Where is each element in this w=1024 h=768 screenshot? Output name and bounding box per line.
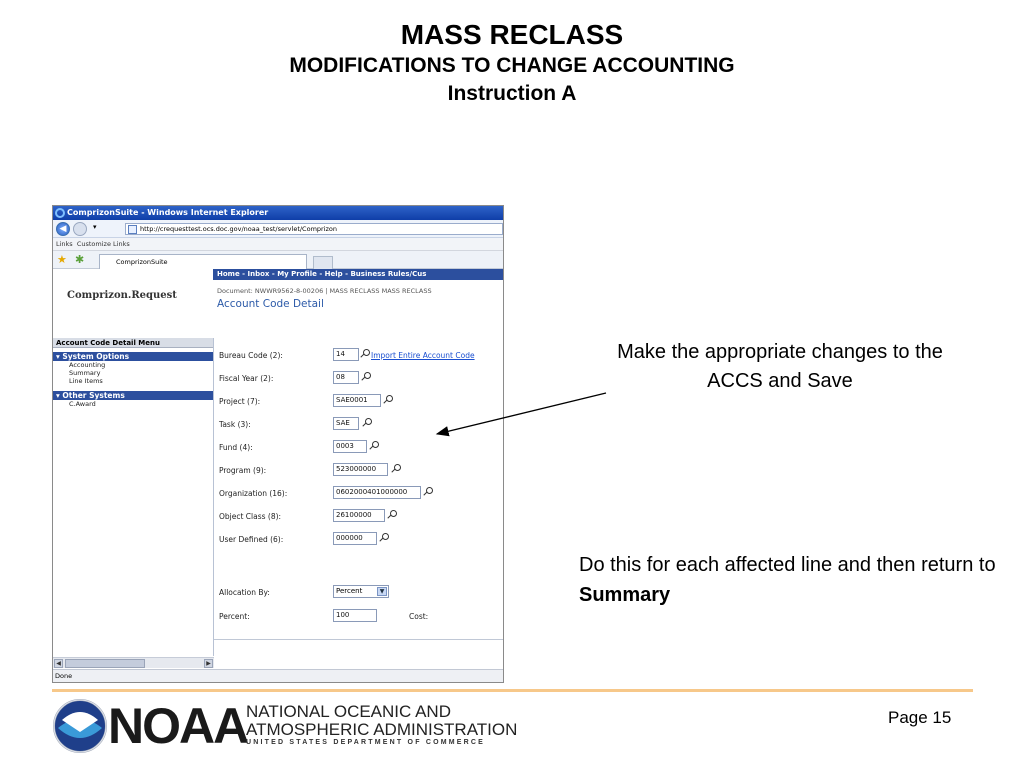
field-label: Percent: xyxy=(219,612,250,621)
slide-title: MASS RECLASS xyxy=(400,19,624,50)
page-number: Page 15 xyxy=(888,708,952,727)
history-dropdown-icon[interactable]: ▾ xyxy=(93,223,97,231)
noaa-wordmark: NOAA xyxy=(108,698,248,754)
field-label: Object Class (8): xyxy=(219,512,282,521)
allocation-value: Percent xyxy=(336,587,363,595)
annotation-each-line xyxy=(579,550,1019,610)
field-label: Allocation By: xyxy=(219,588,270,597)
comprizon-logo: Comprizon.Request xyxy=(67,290,177,301)
cost-label: Cost: xyxy=(409,612,429,621)
left-menu-header: Account Code Detail Menu xyxy=(53,338,213,348)
favorites-star-icon[interactable]: ★ xyxy=(57,253,67,266)
status-bar: Done xyxy=(53,669,503,682)
scroll-left-icon[interactable]: ◀ xyxy=(54,659,63,668)
project-input[interactable]: SAE0001 xyxy=(333,394,381,407)
add-favorites-icon[interactable]: ✱ xyxy=(75,253,85,266)
field-label: Fiscal Year (2): xyxy=(219,374,274,383)
fiscal-year-input[interactable]: 08 xyxy=(333,371,359,384)
menu-item-line-items[interactable]: Line Items xyxy=(69,377,103,385)
section-title: System Options xyxy=(62,352,130,361)
noaa-line2: ATMOSPHERIC ADMINISTRATION xyxy=(246,720,518,739)
organization-input[interactable]: 0602000401000000 xyxy=(333,486,421,499)
field-label: Program (9): xyxy=(219,466,267,475)
percent-input[interactable]: 100 xyxy=(333,609,377,622)
object-class-input[interactable]: 26100000 xyxy=(333,509,385,522)
field-label: Project (7): xyxy=(219,397,261,406)
menu-item-accounting[interactable]: Accounting xyxy=(69,361,106,369)
fund-input[interactable]: 0003 xyxy=(333,440,367,453)
import-account-code-link[interactable]: Import Entire Account Code xyxy=(371,351,475,360)
scroll-right-icon[interactable]: ▶ xyxy=(204,659,213,668)
field-label: User Defined (6): xyxy=(219,535,284,544)
tab-label: ComprizonSuite xyxy=(116,258,168,266)
section-system-options[interactable]: ▾ System Options xyxy=(53,352,213,361)
page-title: Account Code Detail xyxy=(217,298,324,310)
field-label: Organization (16): xyxy=(219,489,288,498)
annotation-each-line-text: Do this for each affected line and then return to xyxy=(579,554,996,576)
noaa-line3: UNITED STATES DEPARTMENT OF COMMERCE xyxy=(246,739,486,746)
bureau-code-input[interactable]: 14 xyxy=(333,348,359,361)
section-title: Other Systems xyxy=(62,391,125,400)
annotation-summary-bold: Summary xyxy=(579,584,671,606)
annotation-make-changes: Make the appropriate changes to the ACCS and Save xyxy=(617,341,943,392)
document-line: Document: NWWR9562-8-00206 | MASS RECLASS MASS RECLASS xyxy=(217,287,432,295)
top-menu[interactable]: Home - Inbox - My Profile - Help - Business Rules/Cus xyxy=(213,269,503,280)
links-label: Links xyxy=(56,240,73,248)
field-label: Task (3): xyxy=(219,420,251,429)
field-label: Bureau Code (2): xyxy=(219,351,283,360)
footer-rule xyxy=(52,689,973,692)
slide-instruction: Instruction A xyxy=(447,82,577,105)
noaa-line1: NATIONAL OCEANIC AND xyxy=(246,702,451,721)
customize-links-link[interactable]: Customize Links xyxy=(76,240,130,248)
section-other-systems[interactable]: ▾ Other Systems xyxy=(53,391,213,400)
program-input[interactable]: 523000000 xyxy=(333,463,388,476)
user-defined-input[interactable]: 000000 xyxy=(333,532,377,545)
back-icon[interactable]: ◀ xyxy=(56,222,70,236)
window-title: ComprizonSuite - Windows Internet Explorer xyxy=(67,208,269,217)
menu-item-summary[interactable]: Summary xyxy=(69,369,101,377)
task-input[interactable]: SAE xyxy=(333,417,359,430)
slide-subtitle: MODIFICATIONS TO CHANGE ACCOUNTING xyxy=(289,54,735,77)
menu-item-c-award[interactable]: C.Award xyxy=(69,400,96,408)
address-value: http://crequesttest.ocs.doc.gov/noaa_test/servlet/Comprizon xyxy=(140,225,338,233)
chevron-down-icon[interactable]: ▼ xyxy=(377,587,387,596)
field-label: Fund (4): xyxy=(219,443,253,452)
